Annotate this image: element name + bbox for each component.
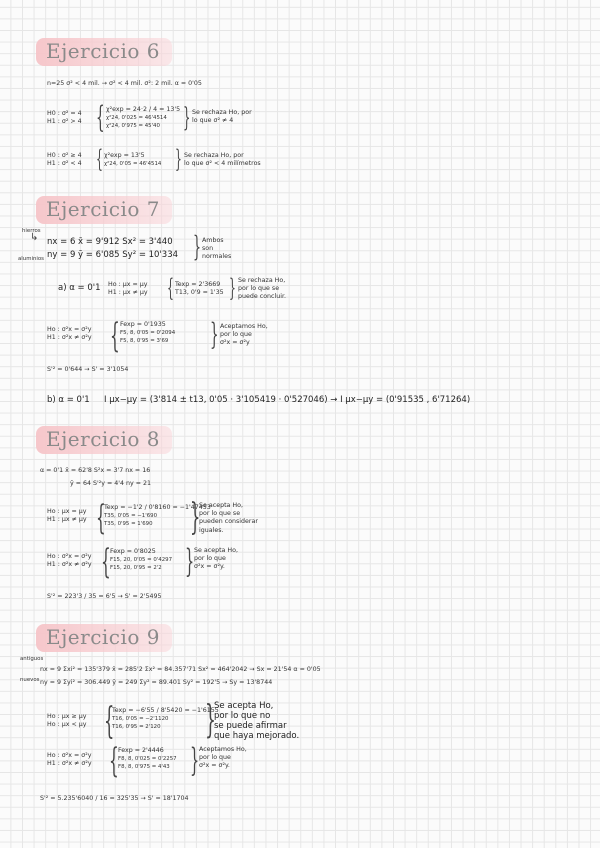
ex9-brace-4: } [190, 741, 200, 779]
ex6-stat-1: χ²exp = 24·2 / 4 = 13'5 [106, 106, 181, 113]
ex7-v-h1: H1 : σ²x ≠ σ²y [47, 334, 92, 342]
ex9-h1-b: H1 : σ²x ≠ σ²y [47, 760, 92, 768]
ex8-title: Ejercicio 8 [36, 426, 172, 454]
ex6-brace-3: { [96, 145, 103, 173]
ex7-var-stats [120, 321, 175, 346]
ex9-stats-b [118, 747, 177, 772]
ex8-brace-4: } [185, 542, 195, 580]
ex9-sa-1: Texp = −6'55 / 8'5420 = −1'6155 [112, 707, 219, 714]
ex9-stats-a [112, 707, 219, 732]
ex8-given-1: α = 0'1 x̄ = 62'8 S²x = 3'7 nx = 16 [40, 467, 151, 474]
ex7-pa-conc-1: Se rechaza Ho, [238, 277, 286, 284]
ex8-pooled: S'² = 223'3 / 35 = 6'5 → S' = 2'5495 [47, 593, 162, 600]
ex9-sb-1: Fexp = 2'4446 [118, 747, 164, 754]
ex6-h1-a: H1 : σ² > 4 [47, 118, 82, 126]
ex9-sa-3: T16, 0'95 = 2'120 [112, 724, 161, 731]
ex7-v-stat-2: F5, 8, 0'05 = 0'2094 [120, 330, 176, 337]
ex7-brace-4: } [210, 317, 219, 352]
ex7-pa-stat-2: T13, 0'9 = 1'35 [175, 289, 224, 297]
ex7-side-label-2: aluminios [18, 256, 44, 262]
ex7-v-conc-3: σ²x = σ²y [220, 339, 250, 347]
ex7-var-hyp [47, 326, 92, 342]
ex6-stats-a [106, 106, 180, 131]
ex7-part-b-label: b) α = 0'1 [47, 395, 90, 405]
ex6-hypotheses-a [47, 110, 82, 126]
ex9-sa-2: T16, 0'05 = −2'1120 [112, 716, 169, 723]
ex8-conc-2a: Se acepta Ho, [194, 547, 238, 554]
ex9-conc-1a: Se acepta Ho, [214, 701, 274, 711]
ex7-normal-3: normales [202, 253, 232, 261]
ex7-row-2: ny = 9 ȳ = 6'085 Sy² = 10'334 [47, 250, 179, 260]
ex9-conc-a [214, 701, 299, 741]
ex8-h0-b: Ho : σ²x = σ²y [47, 553, 92, 560]
ex8-conc-1a: Se acepta Ho, [199, 502, 243, 509]
ex7-v-h0: Ho : σ²x = σ²y [47, 326, 92, 333]
ex6-brace-1: { [96, 100, 105, 135]
ex7-pa-conc-3: puede concluir. [238, 293, 287, 301]
ex6-h0-b: H0 : σ² ≥ 4 [47, 152, 82, 159]
ex7-v-conc-2: por lo que [220, 331, 252, 339]
ex9-row-2: ny = 9 Σyi² = 306.449 ȳ = 249 Σy² = 89.401 Sy² = 192'5 → Sy = 13'8744 [40, 679, 273, 686]
arrow-icon: ↳ [30, 232, 39, 243]
ex9-sb-3: F8, 8, 0'975 = 4'43 [118, 764, 170, 771]
ex8-h1-a: H1 : μx ≠ μy [47, 516, 87, 524]
ex8-hyp-a [47, 508, 87, 524]
ex6-brace-2: } [183, 103, 191, 133]
ex8-h1-b: H1 : σ²x ≠ σ²y [47, 561, 92, 569]
ex8-conc-2c: σ²x = σ²y. [194, 563, 225, 571]
ex8-brace-1: { [96, 498, 106, 538]
ex9-conc-b [199, 746, 247, 771]
ex9-conc-1c: se puede afirmar [214, 721, 287, 731]
ex9-row-1: nx = 9 Σxi² = 135'379 x̄ = 285'2 Σx² = 84.357'71 Sx² = 464'2042 → Sx = 21'54 α = 0'05 [40, 666, 321, 673]
ex6-hypotheses-b [47, 152, 82, 168]
ex9-conc-2a: Aceptamos Ho, [199, 746, 247, 753]
ex6-conc-2b: lo que σ² < 4 milímetros [184, 160, 261, 168]
ex8-conc-a [199, 502, 258, 535]
ex9-hyp-b [47, 752, 92, 768]
ex7-normal-note [202, 237, 231, 262]
ex6-conclusion-b [184, 152, 261, 168]
ex7-title: Ejercicio 7 [36, 196, 172, 224]
ex7-pooled: S'² = 0'644 → S' = 3'1054 [47, 366, 129, 373]
ex8-sb-3: F15, 20, 0'95 = 2'2 [110, 565, 162, 572]
ex7-side-label-1: hierros [22, 228, 41, 234]
ex9-conc-2b: por lo que [199, 754, 231, 762]
ex6-conc-1b: lo que σ² ≠ 4 [192, 117, 234, 125]
ex9-data [40, 663, 321, 689]
ex6-stat-5: χ²24, 0'05 = 46'4514 [104, 161, 162, 168]
ex7-data [47, 236, 178, 262]
ex7-part-a-label: a) α = 0'1 [58, 283, 101, 293]
ex7-pa-h0: Ho : μx = μy [108, 281, 148, 288]
ex8-conc-1b: por lo que se [199, 510, 241, 518]
ex8-sa-3: T35, 0'95 = 1'690 [104, 521, 153, 528]
ex7-v-conc-1: Aceptamos Ho, [220, 323, 268, 330]
ex9-h1-a: Ho : μx < μy [47, 721, 87, 729]
ex6-conclusion-a [192, 109, 252, 125]
ex7-part-a-hyp [108, 281, 148, 297]
ex9-title: Ejercicio 9 [36, 624, 172, 652]
ex9-brace-2: } [205, 697, 216, 741]
ex6-stat-2: χ²24, 0'025 = 46'4514 [106, 115, 167, 122]
ex7-pa-stat-1: Texp = 2'3669 [175, 281, 221, 288]
ex8-conc-1c: pueden considerar [199, 518, 258, 526]
ex7-part-a-stats [175, 281, 224, 297]
ex9-h0-b: Ho : σ²x = σ²y [47, 752, 92, 759]
ex7-normal-2: son [202, 245, 214, 253]
ex8-conc-b [194, 547, 238, 572]
ex7-var-conc [220, 323, 268, 348]
ex8-sa-2: T35, 0'05 = −1'690 [104, 513, 158, 520]
ex8-brace-3: { [101, 542, 111, 582]
ex9-side-label-1: antiguos [20, 656, 44, 662]
ex7-part-a-conc [238, 277, 286, 302]
ex7-row-1: nx = 6 x̄ = 9'912 Sx² = 3'440 [47, 237, 173, 247]
ex9-sb-2: F8, 8, 0'025 = 0'2257 [118, 756, 177, 763]
ex9-pooled: S'² = 5.235'6040 / 16 = 325'35 → S' = 18'1704 [40, 795, 189, 802]
ex8-stats-b [110, 548, 172, 573]
ex9-brace-3: { [109, 741, 119, 781]
ex8-conc-1d: iguales. [199, 526, 224, 534]
ex8-conc-2b: por lo que [194, 555, 226, 563]
ex7-v-stat-1: Fexp = 0'1935 [120, 321, 166, 328]
ex8-sa-1: Texp = −1'2 / 0'8160 = −1'47453 [104, 504, 211, 511]
ex8-sb-1: Fexp = 0'8025 [110, 548, 156, 555]
ex9-conc-1b: por lo que no [214, 711, 271, 721]
ex7-brace-1: { [167, 274, 174, 302]
ex8-sb-2: F15, 20, 0'05 = 0'4297 [110, 557, 173, 564]
ex6-given: n=25 σ² < 4 mil. → σ² < 4 mil. σ²: 2 mil. α = 0'05 [47, 80, 202, 87]
ex7-normal-1: Ambos [202, 237, 224, 244]
ex6-stat-4: χ²exp = 13'5 [104, 152, 145, 159]
ex6-stats-b [104, 152, 161, 168]
ex6-brace-4: } [175, 145, 182, 173]
ex8-hyp-b [47, 553, 92, 569]
ex6-conc-1a: Se rechaza Ho, por [192, 109, 252, 116]
ex7-brace-2: } [229, 274, 236, 302]
ex6-h0-a: H0 : σ² = 4 [47, 110, 82, 117]
ex9-h0-a: Ho : μx ≥ μy [47, 713, 87, 720]
ex9-brace-1: { [104, 701, 115, 742]
ex7-brace-0: } [193, 230, 202, 263]
ex9-conc-1d: que haya mejorado. [214, 731, 300, 741]
ex6-title: Ejercicio 6 [36, 38, 172, 66]
ex8-given-2: ȳ = 64 S'²y = 4'4 ny = 21 [70, 480, 152, 487]
ex9-side-label-2: nuevos [20, 677, 40, 683]
ex6-stat-3: χ²24, 0'975 = 45'40 [106, 123, 160, 130]
ex7-v-stat-3: F5, 8, 0'95 = 3'69 [120, 338, 169, 345]
ex7-pa-h1: H1 : μx ≠ μy [108, 289, 148, 297]
ex7-brace-3: { [110, 316, 120, 356]
ex7-part-b-formula: I μx−μy = (3'814 ± t13, 0'05 · 3'105419 · 0'527046) → I μx−μy = (0'91535 , 6'71264) [104, 395, 471, 405]
ex7-pa-conc-2: por lo que se [238, 285, 280, 293]
ex8-brace-2: } [190, 497, 201, 538]
ex9-hyp-a [47, 713, 86, 729]
ex6-h1-b: H1 : σ² < 4 [47, 160, 82, 168]
ex9-conc-2c: σ²x = σ²y. [199, 762, 230, 770]
ex8-h0-a: Ho : μx = μy [47, 508, 87, 515]
ex6-conc-2a: Se rechaza Ho, por [184, 152, 244, 159]
